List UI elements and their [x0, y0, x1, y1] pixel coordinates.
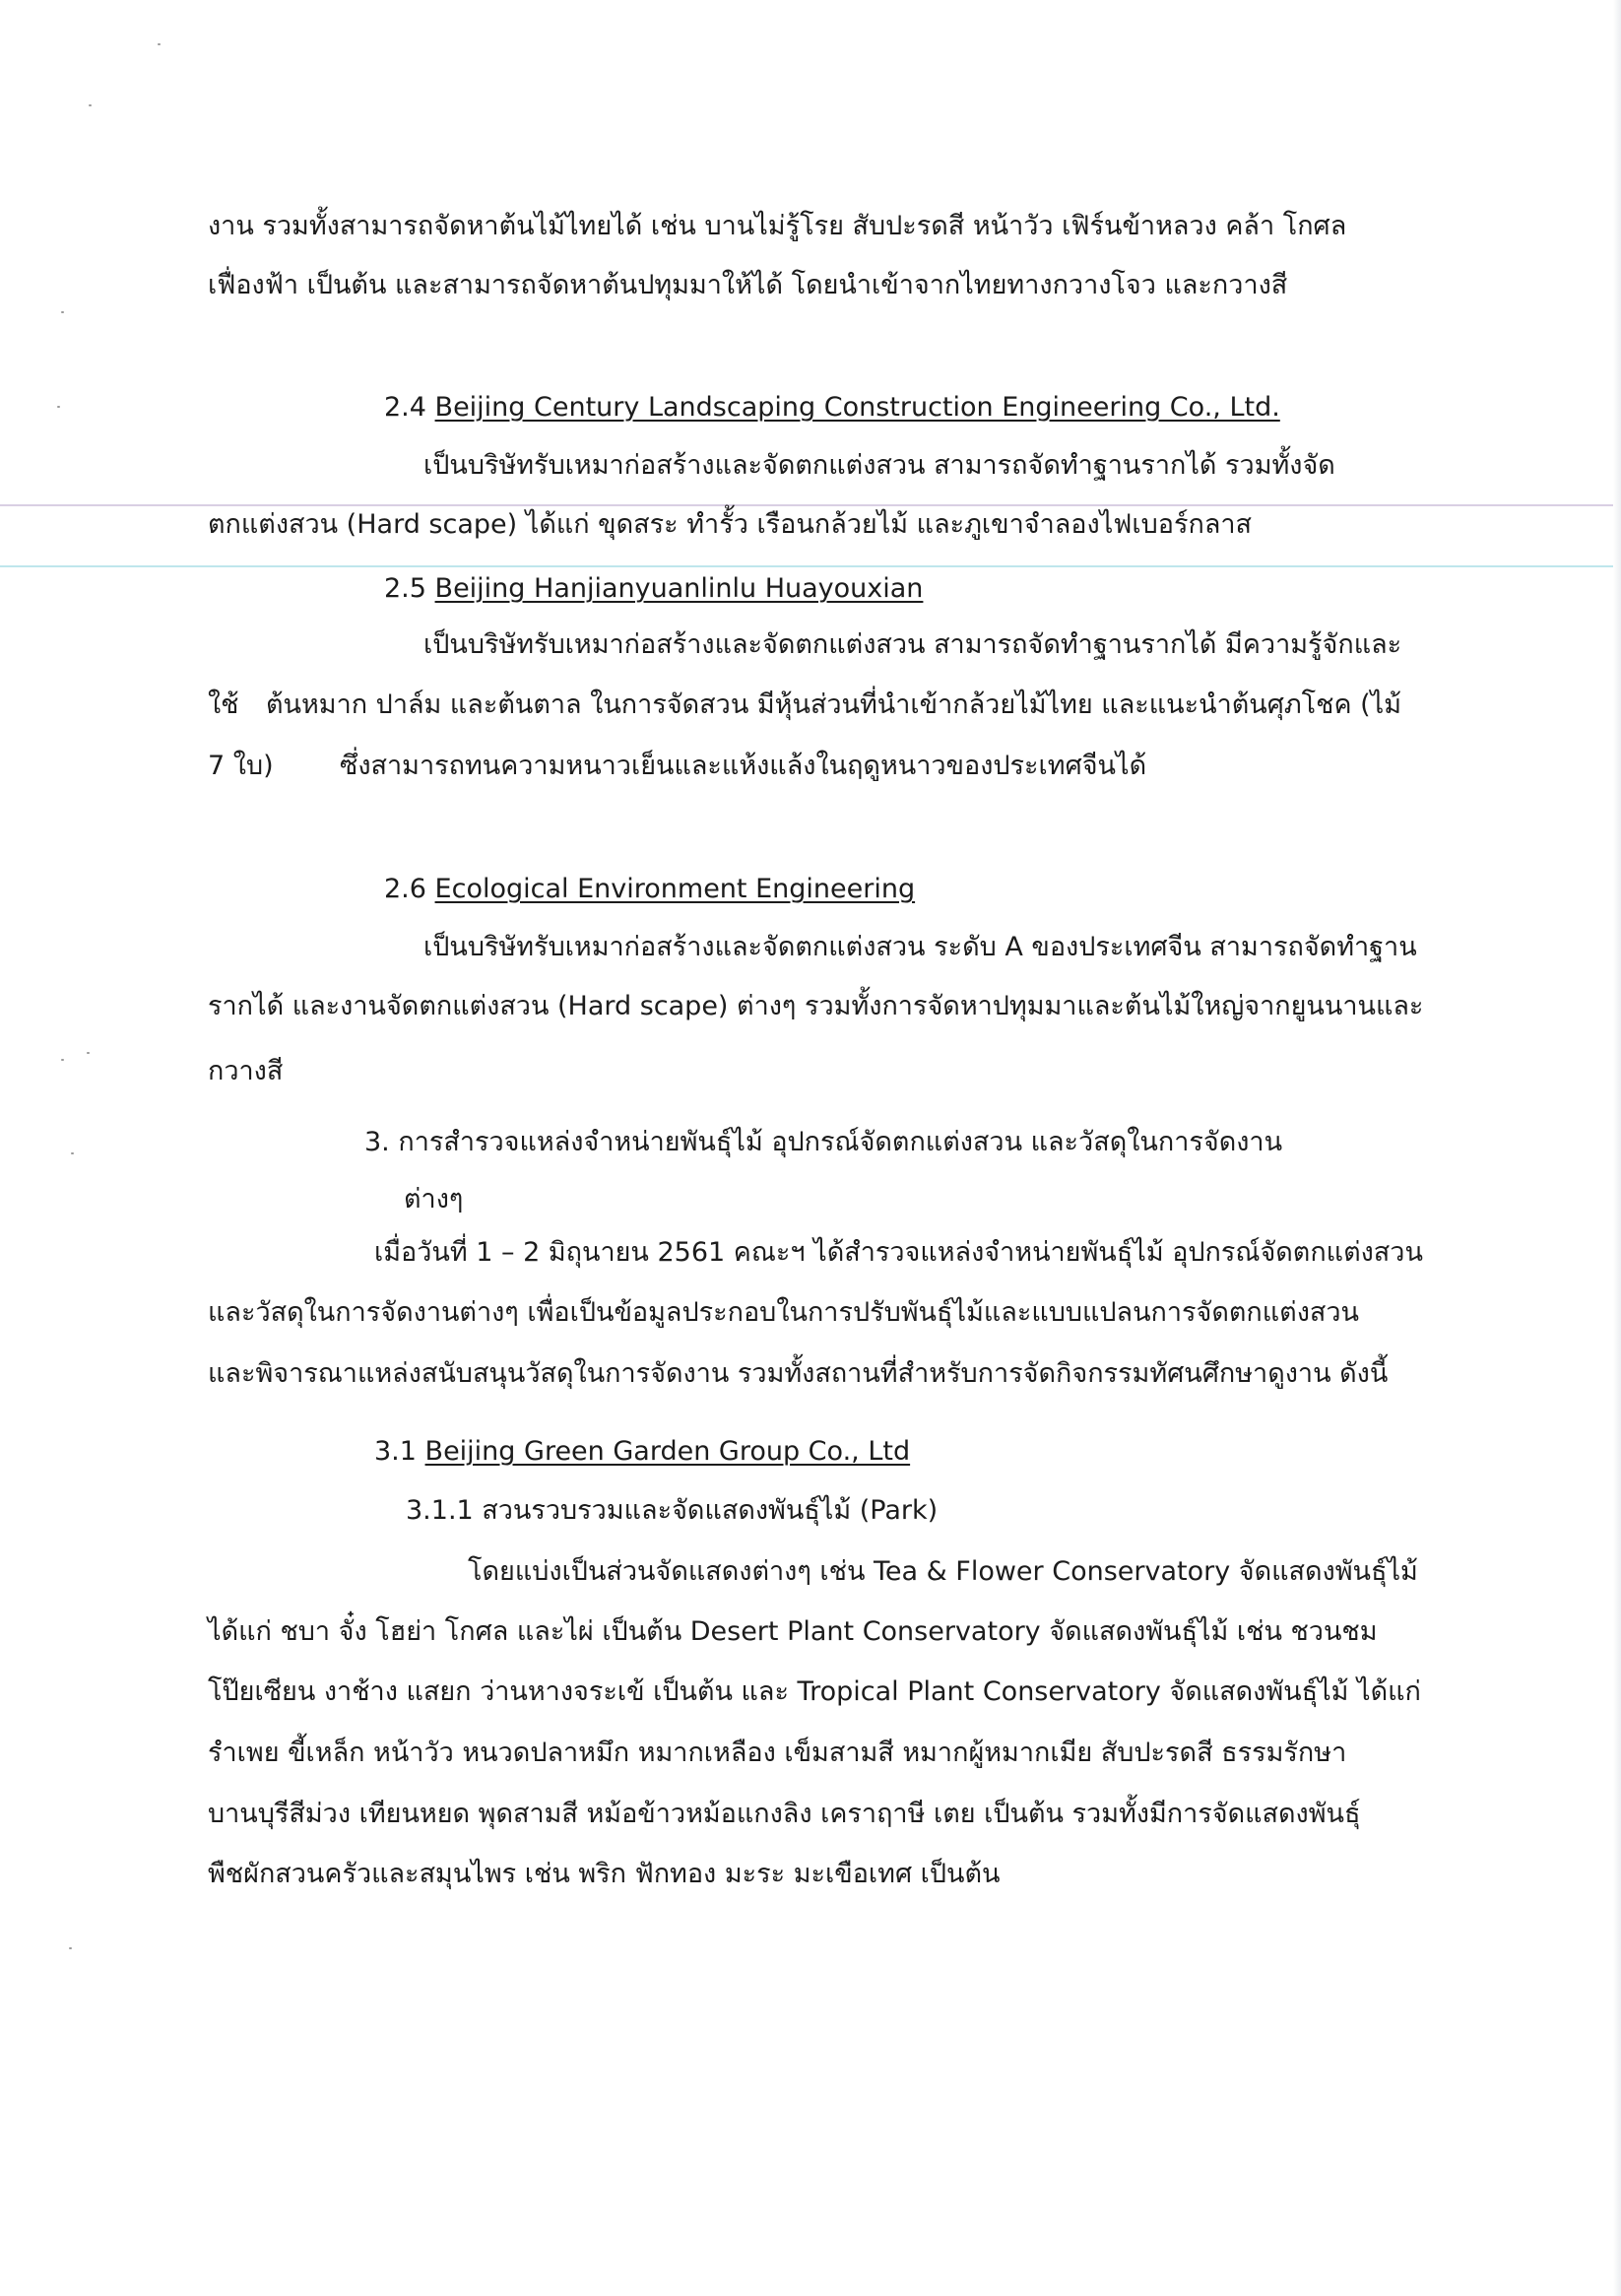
body-line: ตกแต่งสวน (Hard scape) ได้แก่ ขุดสระ ทำรั้ว เรือนกล้วยไม้ และภูเขาจำลองไฟเบอร์กลาส: [208, 509, 1253, 540]
body-line: รำเพย ขี้เหล็ก หน้าวัว หนวดปลาหมึก หมากเหลือง เข็มสามสี หมากผู้หมากเมีย สับปะรดสี ธรรมรักษา: [208, 1738, 1347, 1768]
company-name: Ecological Environment Engineering: [434, 874, 916, 904]
section-heading-2-6: [384, 872, 915, 907]
section-heading-2-5: [384, 571, 923, 607]
body-line: งาน รวมทั้งสามารถจัดหาต้นไม้ไทยได้ เช่น บานไม่รู้โรย สับปะรดสี หน้าวัว เฟิร์นข้าหลวง คล้า โกศล: [208, 211, 1347, 241]
body-line: พืชผักสวนครัวและสมุนไพร เช่น พริก ฟักทอง มะระ มะเขือเทศ เป็นต้น: [208, 1859, 1001, 1889]
section-heading-3-cont: ต่างๆ: [404, 1184, 464, 1214]
body-line: และพิจารณาแหล่งสนับสนุนวัสดุในการจัดงาน รวมทั้งสถานที่สำหรับการจัดกิจกรรมทัศนศึกษาดูงาน ดังนี้: [208, 1358, 1389, 1389]
scan-artifact-line: [0, 504, 1621, 506]
body-line: กวางสี: [208, 1056, 284, 1086]
scan-speck: [71, 1152, 74, 1154]
section-heading-3-1: [374, 1434, 910, 1470]
body-line: ซึ่งสามารถทนความหนาวเย็นและแห้งแล้งในฤดูหนาวของประเทศจีนได้: [340, 751, 1147, 781]
section-number: 3.1: [374, 1436, 417, 1467]
scan-speck: [158, 43, 161, 45]
company-name: Beijing Hanjianyuanlinlu Huayouxian: [434, 573, 924, 604]
section-heading-3-1-1: 3.1.1 สวนรวบรวมและจัดแสดงพันธุ์ไม้ (Park): [406, 1495, 939, 1526]
scan-speck: [61, 1059, 64, 1061]
body-line: โดยแบ่งเป็นส่วนจัดแสดงต่างๆ เช่น Tea & Flower Conservatory จัดแสดงพันธุ์ไม้: [468, 1556, 1418, 1587]
section-heading-2-4: [384, 390, 1280, 426]
body-line: โป๊ยเซียน งาช้าง แสยก ว่านหางจระเข้ เป็นต้น และ Tropical Plant Conservatory จัดแสดงพันธุ์ไม้ ได้แก่: [208, 1676, 1421, 1707]
company-name: Beijing Century Landscaping Construction Engineering Co., Ltd.: [434, 392, 1280, 423]
body-line: เป็นบริษัทรับเหมาก่อสร้างและจัดตกแต่งสวน สามารถจัดทำฐานรากได้ มีความรู้จักและ: [423, 629, 1402, 660]
body-line-lead: ใช้: [208, 689, 239, 720]
scan-speck: [61, 311, 64, 313]
body-line-lead: 7 ใบ): [208, 751, 274, 781]
body-line: บานบุรีสีม่วง เทียนหยด พุดสามสี หม้อข้าวหม้อแกงลิง เคราฤาษี เตย เป็นต้น รวมทั้งมีการจัดแสดงพันธุ์: [208, 1799, 1361, 1829]
company-name: Beijing Green Garden Group Co., Ltd: [424, 1436, 911, 1467]
section-number: 2.6: [384, 874, 426, 904]
page-edge-shadow: [1613, 0, 1621, 2296]
section-number: 2.4: [384, 392, 426, 423]
body-line: เมื่อวันที่ 1 – 2 มิถุนายน 2561 คณะฯ ได้สำรวจแหล่งจำหน่ายพันธุ์ไม้ อุปกรณ์จัดตกแต่งสวน: [374, 1237, 1423, 1268]
body-line: รากได้ และงานจัดตกแต่งสวน (Hard scape) ต่างๆ รวมทั้งการจัดหาปทุมมาและต้นไม้ใหญ่จากยูนนานและ: [208, 991, 1424, 1021]
section-heading-3: 3. การสำรวจแหล่งจำหน่ายพันธุ์ไม้ อุปกรณ์จัดตกแต่งสวน และวัสดุในการจัดงาน: [364, 1127, 1283, 1157]
body-line: เป็นบริษัทรับเหมาก่อสร้างและจัดตกแต่งสวน สามารถจัดทำฐานรากได้ รวมทั้งจัด: [423, 450, 1335, 481]
scan-speck: [87, 1052, 90, 1054]
body-line: ต้นหมาก ปาล์ม และต้นตาล ในการจัดสวน มีหุ้นส่วนที่นำเข้ากล้วยไม้ไทย และแนะนำต้นศุภโชค (ไม้: [266, 689, 1402, 720]
body-line: ได้แก่ ชบา จั๋ง โฮย่า โกศล และไผ่ เป็นต้น Desert Plant Conservatory จัดแสดงพันธุ์ไม้ เช่น ชวนชม: [208, 1616, 1378, 1647]
body-line: และวัสดุในการจัดงานต่างๆ เพื่อเป็นข้อมูลประกอบในการปรับพันธุ์ไม้และแบบแปลนการจัดตกแต่งสวน: [208, 1297, 1360, 1328]
scan-speck: [69, 1947, 72, 1949]
scan-artifact-line: [0, 565, 1621, 567]
scan-speck: [89, 104, 92, 106]
body-line: เฟื่องฟ้า เป็นต้น และสามารถจัดหาต้นปทุมมาให้ได้ โดยนำเข้าจากไทยทางกวางโจว และกวางสี: [208, 270, 1288, 300]
section-number: 2.5: [384, 573, 426, 604]
scan-speck: [57, 406, 60, 408]
body-line: เป็นบริษัทรับเหมาก่อสร้างและจัดตกแต่งสวน ระดับ A ของประเทศจีน สามารถจัดทำฐาน: [423, 932, 1417, 962]
